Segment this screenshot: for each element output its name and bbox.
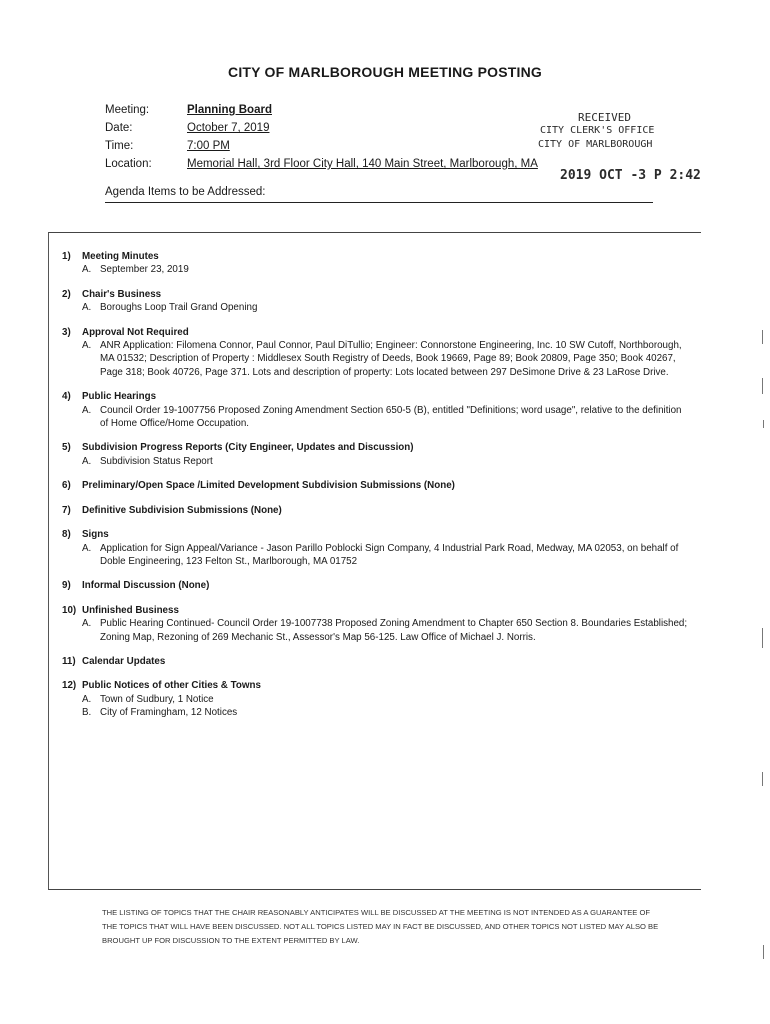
agenda-divider	[105, 202, 653, 203]
page-title: CITY OF MARLBOROUGH MEETING POSTING	[228, 64, 542, 80]
scan-mark	[763, 420, 764, 428]
section-number: 3)	[62, 326, 71, 338]
section-title: Preliminary/Open Space /Limited Development Subdivision Submissions (None)	[82, 480, 455, 492]
scan-mark	[762, 378, 763, 394]
section-title: Calendar Updates	[82, 655, 166, 667]
agenda-item	[62, 542, 692, 569]
section-title: Signs	[82, 529, 109, 541]
agenda-section	[62, 528, 692, 568]
agenda-section	[62, 579, 692, 592]
agenda-item	[62, 339, 692, 379]
location-label: Location:	[105, 158, 152, 170]
agenda-item	[62, 617, 692, 644]
agenda-label: Agenda Items to be Addressed:	[105, 186, 266, 198]
item-text: Boroughs Loop Trail Grand Opening	[100, 302, 258, 314]
item-text: Subdivision Status Report	[100, 455, 213, 467]
item-letter: A.	[82, 302, 92, 314]
section-number: 2)	[62, 288, 71, 300]
section-number: 9)	[62, 580, 71, 592]
agenda-section	[62, 479, 692, 492]
item-letter: A.	[82, 455, 92, 467]
item-text: Public Hearing Continued- Council Order 19-1007738 Proposed Zoning Amendment to Chapter 650 Section 8. Boundaries Established; Zoning Map, Rezoning of 269 Mechanic St., Assessor's Map 56-125. Law Office of Michael J. Norris.	[100, 618, 688, 643]
item-letter: A.	[82, 542, 92, 554]
agenda-item	[62, 263, 692, 276]
agenda-item	[62, 404, 692, 431]
location-value: Memorial Hall, 3rd Floor City Hall, 140 Main Street, Marlborough, MA	[187, 158, 538, 170]
section-title: Subdivision Progress Reports (City Engineer, Updates and Discussion)	[82, 442, 414, 454]
item-letter: A.	[82, 693, 92, 705]
stamp-line-3: CITY OF MARLBOROUGH	[538, 139, 653, 150]
agenda-section	[62, 679, 692, 719]
agenda-section	[62, 441, 692, 468]
section-title: Approval Not Required	[82, 326, 189, 338]
section-number: 5)	[62, 442, 71, 454]
section-title: Public Hearings	[82, 391, 157, 403]
section-title: Chair's Business	[82, 288, 162, 300]
item-text: City of Framingham, 12 Notices	[100, 707, 238, 719]
agenda-item	[62, 693, 692, 706]
section-title: Meeting Minutes	[82, 251, 159, 262]
date-value: October 7, 2019	[187, 122, 270, 134]
section-number: 10)	[62, 604, 77, 616]
scan-mark	[763, 945, 764, 959]
section-title: Public Notices of other Cities & Towns	[82, 680, 261, 692]
agenda-item	[62, 706, 692, 719]
scan-mark	[762, 772, 763, 786]
item-text: September 23, 2019	[100, 264, 189, 276]
date-label: Date:	[105, 122, 133, 134]
section-number: 7)	[62, 504, 71, 516]
meeting-label: Meeting:	[105, 104, 150, 116]
time-value: 7:00 PM	[187, 140, 230, 152]
stamp-line-4: 2019 OCT -3 P 2:42	[560, 168, 701, 183]
item-letter: A.	[82, 264, 92, 276]
agenda-section	[62, 504, 692, 517]
stamp-line-1: RECEIVED	[578, 111, 631, 124]
item-letter: A.	[82, 618, 92, 630]
item-text: Town of Sudbury, 1 Notice	[100, 693, 214, 705]
item-letter: B.	[82, 707, 92, 719]
section-number: 4)	[62, 391, 71, 403]
agenda-section	[62, 604, 692, 644]
scan-mark	[762, 628, 763, 648]
scan-mark	[762, 330, 763, 344]
section-title: Definitive Subdivision Submissions (None)	[82, 504, 282, 516]
agenda-section	[62, 250, 692, 277]
item-text: Council Order 19-1007756 Proposed Zoning Amendment Section 650-5 (B), entitled "Definitions; word usage", relative to the definition of Home Office/Home Occupation.	[100, 404, 682, 430]
agenda-list	[62, 250, 692, 731]
section-number: 8)	[62, 529, 71, 541]
agenda-item	[62, 455, 692, 468]
section-number: 12)	[62, 680, 77, 692]
agenda-section	[62, 326, 692, 380]
agenda-item	[62, 301, 692, 314]
agenda-section	[62, 390, 692, 430]
stamp-line-2: CITY CLERK'S OFFICE	[540, 125, 655, 136]
section-number: 11)	[62, 655, 76, 667]
section-number: 6)	[62, 480, 71, 492]
item-letter: A.	[82, 340, 92, 352]
item-text: Application for Sign Appeal/Variance - Jason Parillo Poblocki Sign Company, 4 Industrial Park Road, Medway, MA 02053, on behalf of Doble Engineering, 123 Felton St., Marlborough, MA 01752	[100, 542, 679, 567]
section-title: Unfinished Business	[82, 604, 179, 616]
section-title: Informal Discussion (None)	[82, 580, 210, 592]
item-text: ANR Application: Filomena Connor, Paul Connor, Paul DiTullio; Engineer: Connorstone Engineering, Inc. 10 SW Cutoff, Northborough, MA 01532; Description of Property : Middlesex South Registry of Deeds, Book 19669, Page 89; Book 20809, Page 350; Book 40267, Page 318; Book 40726, Page 371. Lots and description of property: Lots located between 297 DeSimone Drive & 23 LaRose Drive.	[100, 340, 682, 378]
agenda-section	[62, 655, 692, 668]
time-label: Time:	[105, 140, 134, 152]
item-letter: A.	[82, 404, 92, 416]
agenda-section	[62, 288, 692, 315]
section-number: 1)	[62, 251, 71, 262]
meeting-value: Planning Board	[187, 104, 272, 116]
footer-disclaimer: THE LISTING OF TOPICS THAT THE CHAIR REASONABLY ANTICIPATES WILL BE DISCUSSED AT THE MEETING IS NOT INTENDED AS A GUARANTEE OF THE TOPICS THAT WILL HAVE BEEN DISCUSSED. NOT ALL TOPICS LISTED MAY IN FACT BE DISCUSSED, AND OTHER TOPICS NOT LISTED MAY ALSO BE BROUGHT UP FOR DISCUSSION TO THE EXTENT PERMITTED BY LAW.	[102, 908, 659, 945]
